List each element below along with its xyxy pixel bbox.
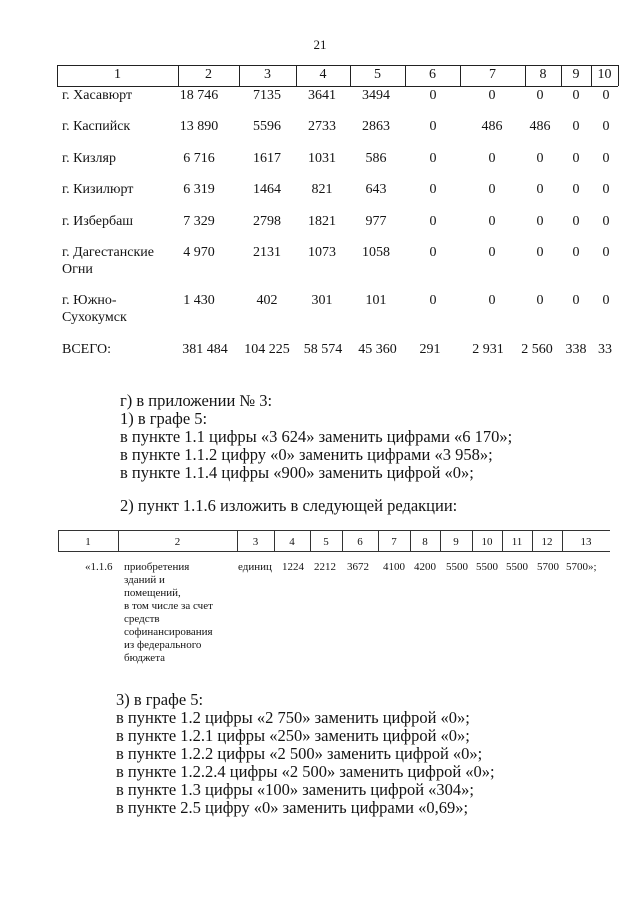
table-cell: 1 430	[183, 293, 215, 308]
table-cell: 0	[602, 182, 610, 197]
table-cell: 1031	[308, 151, 336, 166]
section-heading: г) в приложении № 3:	[120, 391, 273, 410]
table-cell: 0	[572, 151, 580, 166]
section-heading: 3) в графе 5:	[116, 690, 204, 709]
table-cell: 3494	[362, 88, 390, 103]
table-cell: 104 225	[244, 342, 290, 357]
table-cell: 0	[536, 151, 544, 166]
table-1-header-cell: 10	[597, 67, 612, 82]
table-cell: 0	[602, 214, 610, 229]
table-cell: 2733	[308, 119, 336, 134]
description-line: средств	[124, 613, 160, 625]
table-2-header-cell: 8	[422, 536, 428, 548]
table-cell: 0	[602, 88, 610, 103]
page-number: 21	[313, 37, 327, 52]
table-1-header-cell: 6	[429, 67, 436, 82]
table-cell: 2212	[314, 561, 336, 573]
table-cell: 381 484	[182, 342, 228, 357]
table-cell: 486	[529, 119, 551, 134]
table-cell: 2131	[253, 245, 281, 260]
row-name: г. Кизляр	[62, 151, 116, 166]
table-cell: 0	[602, 293, 610, 308]
table-cell: 0	[572, 293, 580, 308]
table-cell: 821	[311, 182, 333, 197]
description-line: приобретения	[124, 561, 190, 573]
description-line: бюджета	[124, 652, 166, 664]
table-2-header-cell: 10	[481, 536, 493, 548]
text-line: 1) в графе 5:	[120, 409, 208, 428]
table-2-top-rule	[58, 530, 610, 531]
table-cell: 0	[429, 88, 437, 103]
text-line: в пункте 1.2.2.4 цифры «2 500» заменить цифрой «0»;	[116, 762, 495, 781]
table-cell: 0	[429, 151, 437, 166]
text-line: в пункте 1.1.2 цифру «0» заменить цифрами «3 958»;	[120, 445, 493, 464]
table-1-header-cell: 3	[264, 67, 271, 82]
table-cell: 1617	[253, 151, 281, 166]
text-line: в пункте 1.1 цифры «3 624» заменить цифрами «6 170»;	[120, 427, 513, 446]
table-2-header-cell: 4	[289, 536, 295, 548]
table-cell: 1058	[362, 245, 390, 260]
table-2-header-cell: 13	[580, 536, 592, 548]
table-cell: 0	[536, 293, 544, 308]
row-name: г. Дагестанские	[62, 245, 154, 260]
text-line: в пункте 1.2 цифры «2 750» заменить цифрой «0»;	[116, 708, 470, 727]
table-cell: 5500	[506, 561, 528, 573]
table-cell: 486	[481, 119, 503, 134]
table-cell: 4200	[414, 561, 436, 573]
table-cell: 0	[488, 88, 496, 103]
row-name: г. Кизилюрт	[62, 182, 134, 197]
table-cell: 1073	[308, 245, 336, 260]
row-name: г. Южно-	[62, 293, 117, 308]
table-cell: 0	[536, 88, 544, 103]
table-cell: 0	[602, 119, 610, 134]
table-cell: 0	[429, 119, 437, 134]
table-cell: 2 560	[521, 342, 553, 357]
table-cell: 6 716	[183, 151, 215, 166]
table-2-header-cell: 11	[511, 536, 523, 548]
total-label: ВСЕГО:	[62, 342, 111, 357]
table-cell: 33	[598, 342, 612, 357]
row-name: г. Каспийск	[62, 119, 131, 134]
table-1-header-cell: 2	[205, 67, 212, 82]
table-cell: 0	[488, 245, 496, 260]
table-2-header-cell: 2	[174, 536, 181, 548]
table-cell: 1224	[282, 561, 304, 573]
text-line: в пункте 1.1.4 цифры «900» заменить цифрой «0»;	[120, 463, 474, 482]
table-1-header-cell: 5	[374, 67, 381, 82]
table-cell: 0	[572, 214, 580, 229]
table-cell: 6 319	[183, 182, 215, 197]
table-cell: 2863	[362, 119, 390, 134]
text-line: в пункте 1.3 цифры «100» заменить цифрой «304»;	[116, 780, 474, 799]
table-cell: 0	[488, 182, 496, 197]
table-cell: 4100	[383, 561, 405, 573]
table-cell: 0	[488, 293, 496, 308]
table-1-header-cell: 1	[114, 67, 121, 82]
table-cell: 7 329	[183, 214, 215, 229]
table-cell: 0	[602, 245, 610, 260]
description-line: зданий и	[124, 574, 165, 586]
table-cell: 5500	[446, 561, 468, 573]
table-cell: 2 931	[472, 342, 504, 357]
table-cell: 18 746	[179, 88, 219, 103]
row-name: г. Избербаш	[62, 214, 134, 229]
table-1-header-cell: 7	[489, 67, 496, 82]
table-cell: 58 574	[303, 342, 343, 357]
table-cell: 3641	[308, 88, 336, 103]
table-cell: 586	[365, 151, 387, 166]
table-cell: 0	[429, 245, 437, 260]
table-2-header-cell: 12	[541, 536, 553, 548]
row-name: Сухокумск	[62, 310, 127, 325]
text-line: в пункте 1.2.1 цифры «250» заменить цифрой «0»;	[116, 726, 470, 745]
description-line: из федерального	[124, 639, 202, 651]
table-cell: 1821	[308, 214, 336, 229]
table-cell: 0	[536, 182, 544, 197]
table-cell: 0	[572, 245, 580, 260]
table-cell: 0	[572, 88, 580, 103]
table-cell: 13 890	[179, 119, 219, 134]
table-cell: 0	[536, 245, 544, 260]
table-cell: 4 970	[183, 245, 215, 260]
table-cell: 7135	[253, 88, 281, 103]
table-1-header-cell: 9	[572, 67, 580, 82]
text-line: в пункте 2.5 цифру «0» заменить цифрами «0,69»;	[116, 798, 469, 817]
table-cell: 2798	[253, 214, 281, 229]
table-cell: 338	[565, 342, 587, 357]
table-1-col-line	[618, 65, 619, 86]
row-description	[124, 561, 213, 665]
table-cell: 1464	[253, 182, 281, 197]
table-2-header-cell: 7	[391, 536, 397, 548]
table-2-header-cell: 5	[323, 536, 329, 548]
table-cell: 5700	[537, 561, 559, 573]
table-cell: 643	[365, 182, 387, 197]
table-cell: 0	[602, 151, 610, 166]
table-2-header-rule	[58, 551, 610, 552]
table-cell: 402	[256, 293, 278, 308]
table-cell: 0	[572, 119, 580, 134]
table-1-top-rule	[57, 65, 618, 66]
table-cell: 5500	[476, 561, 498, 573]
table-cell: 45 360	[358, 342, 397, 357]
table-2-header-cell: 1	[85, 536, 91, 548]
table-cell: 977	[365, 214, 387, 229]
table-cell: 3672	[347, 561, 369, 573]
row-code: «1.1.6	[85, 561, 113, 573]
table-cell: 301	[311, 293, 333, 308]
table-cell: 0	[536, 214, 544, 229]
description-line: в том числе за счет	[124, 600, 213, 612]
description-line: помещений,	[124, 587, 181, 599]
table-cell: 0	[488, 214, 496, 229]
table-cell: 0	[488, 151, 496, 166]
table-cell: 0	[429, 214, 437, 229]
table-cell: 291	[419, 342, 441, 357]
text-line: в пункте 1.2.2 цифры «2 500» заменить цифрой «0»;	[116, 744, 483, 763]
table-1-header-cell: 8	[539, 67, 547, 82]
table-cell: 5596	[253, 119, 281, 134]
row-unit: единиц	[238, 561, 272, 573]
table-1-header-cell: 4	[319, 67, 327, 82]
table-2-header-cell: 9	[453, 536, 459, 548]
table-cell: 0	[429, 182, 437, 197]
table-cell: 101	[365, 293, 387, 308]
amendment-block-2: 2) пункт 1.1.6 изложить в следующей редакции:	[120, 496, 458, 515]
row-name: г. Хасавюрт	[62, 88, 133, 103]
row-name: Огни	[62, 262, 93, 277]
description-line: софинансирования	[124, 626, 213, 638]
table-2-header-cell: 6	[357, 536, 363, 548]
table-cell: 0	[429, 293, 437, 308]
table-2-header-cell: 3	[252, 536, 259, 548]
table-cell: 5700»;	[566, 561, 597, 573]
table-cell: 0	[572, 182, 580, 197]
